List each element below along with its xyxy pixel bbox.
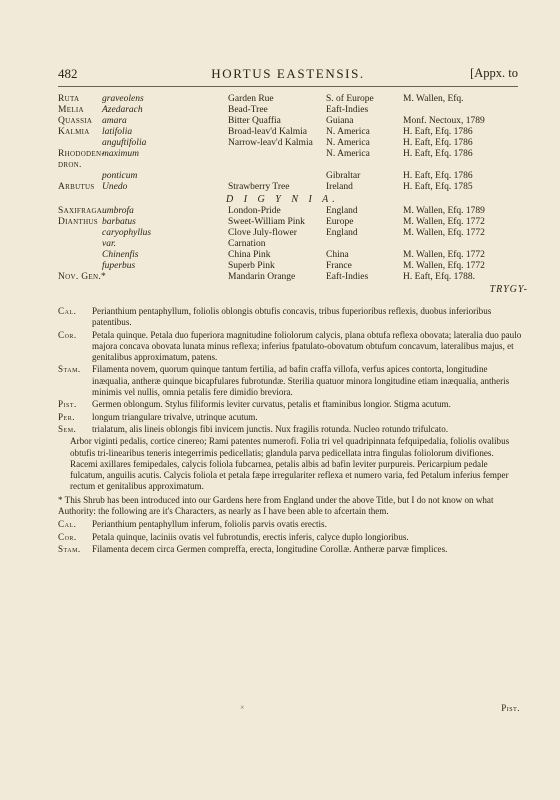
entry-label: Cor. bbox=[58, 531, 77, 542]
cell-species: fuperbus bbox=[102, 261, 136, 271]
cell-ref: M. Wallen, Efq. 1772 bbox=[403, 217, 485, 227]
cell-ref: Monf. Nectoux, 1789 bbox=[403, 116, 485, 126]
cell-ref: M. Wallen, Efq. 1772 bbox=[403, 228, 485, 238]
entry-text: Petala quinque. Petala duo fuperiora magnitudine foliolorum calycis, plana obtufa reflexa obovata; lateralia duo paulo majora concava obovata lunata minus reflexa; inferius fpatulato-obovatum obtufum concavum, lateralibus majus, et genitalibus approximatum, patens. bbox=[92, 329, 522, 363]
cell-country: N. America bbox=[326, 149, 370, 159]
cell-genus: Quassia bbox=[58, 116, 93, 126]
entry-label: Sem. bbox=[58, 423, 77, 434]
cell-ref: H. Eaft, Efq. 1786 bbox=[403, 149, 473, 159]
entry-label: Stam. bbox=[58, 364, 81, 375]
entry-label: Cor. bbox=[58, 329, 77, 340]
plant-row bbox=[58, 127, 528, 138]
entry-text: Perianthium pentaphyllum, foliolis oblongis obtufis concavis, tribus fuperioribus reflexis, duobus inferioribus patentibus. bbox=[92, 306, 492, 328]
pistil-entry bbox=[58, 399, 522, 410]
entry-label: Cal. bbox=[58, 519, 77, 530]
cell-genus: Kalmia bbox=[58, 127, 90, 137]
cell-species: graveolens bbox=[102, 94, 144, 104]
plant-list-digynia bbox=[58, 206, 528, 283]
cell-ref: M. Wallen, Efq. bbox=[403, 94, 464, 104]
calyx-entry-2 bbox=[58, 519, 522, 530]
entry-text: Perianthium pentaphyllum inferum, foliolis parvis ovatis erectis. bbox=[92, 519, 327, 530]
plant-row bbox=[58, 116, 528, 127]
cell-species: ponticum bbox=[102, 171, 138, 181]
cell-ref: H. Eaft, Efq. 1788. bbox=[403, 272, 476, 282]
entry-label: Pist. bbox=[58, 399, 77, 410]
running-header bbox=[58, 66, 518, 86]
cell-country: England bbox=[326, 206, 358, 216]
bottom-catchword: Pist. bbox=[501, 703, 520, 713]
plant-row bbox=[58, 272, 528, 283]
cell-country: Guiana bbox=[326, 116, 354, 126]
catchword-row bbox=[58, 283, 528, 296]
cell-species: umbrofa bbox=[102, 206, 134, 216]
seed-entry bbox=[58, 424, 522, 435]
entry-text: Germen oblongum. Stylus filiformis leviter curvatus, petalis et ftaminibus longior. Stigma acutum. bbox=[92, 399, 451, 410]
cell-genus: Saxifraga bbox=[58, 206, 103, 216]
cell-ref: M. Wallen, Efq. 1772 bbox=[403, 250, 485, 260]
entry-label: Per. bbox=[58, 411, 75, 422]
entry-text: longum triangulare trivalve, utrinque acutum. bbox=[92, 411, 258, 422]
catchword: TRYGY- bbox=[489, 284, 528, 295]
cell-country: France bbox=[326, 261, 352, 271]
cell-ref: H. Eaft, Efq. 1785 bbox=[403, 182, 473, 192]
cell-country: Ireland bbox=[326, 182, 353, 192]
corolla-entry bbox=[58, 330, 522, 364]
order-heading-row bbox=[58, 193, 528, 206]
page-number: 482 bbox=[58, 66, 78, 81]
section-label: [Appx. to bbox=[470, 66, 518, 80]
cell-common: Strawberry Tree bbox=[228, 182, 290, 192]
plant-row bbox=[58, 149, 528, 160]
cell-common: Bitter Quaffia bbox=[228, 116, 281, 126]
cell-species: var. bbox=[102, 239, 116, 249]
plant-row bbox=[58, 171, 528, 182]
cell-genus: Melia bbox=[58, 105, 84, 115]
cell-ref: M. Wallen, Efq. 1789 bbox=[403, 206, 485, 216]
entry-text: Filamenta novem, quorum quinque tantum fertilia, ad bafin craffa villofa, verfus apices contorta, longitudine inæqualia, antheræ quinque bicapfulares fubrotundæ. Sterilia quatuor minora longitudine etiam inæqualia, antheris minimis vel nullis, omnia petalis fere dimidio breviora. bbox=[92, 364, 510, 398]
cell-country: S. of Europe bbox=[326, 94, 374, 104]
cell-species: amara bbox=[102, 116, 127, 126]
cell-species: caryophyllus bbox=[102, 228, 152, 238]
cell-country: China bbox=[326, 250, 349, 260]
entry-text: Petala quinque, laciniis ovatis vel fubrotundis, erectis inferis, calyce duplo longioribus. bbox=[92, 531, 409, 542]
plant-row bbox=[58, 250, 528, 261]
cell-genus: Nov. Gen.* bbox=[58, 272, 107, 282]
cell-ref: M. Wallen, Efq. 1772 bbox=[403, 261, 485, 271]
cell-country: Eaft-Indies bbox=[326, 272, 369, 282]
genus-description bbox=[58, 306, 522, 556]
cell-common: Garden Rue bbox=[228, 94, 274, 104]
cell-country: Eaft-Indies bbox=[326, 105, 369, 115]
cell-genus: Rhododen- bbox=[58, 149, 105, 159]
calyx-entry bbox=[58, 306, 522, 329]
plant-row bbox=[58, 239, 528, 250]
stamen-entry bbox=[58, 364, 522, 398]
cell-ref: H. Eaft, Efq. 1786 bbox=[403, 138, 473, 148]
cell-common: Bead-Tree bbox=[228, 105, 268, 115]
cell-common: China Pink bbox=[228, 250, 271, 260]
cell-common: Carnation bbox=[228, 239, 266, 249]
habit-paragraph: Arbor viginti pedalis, cortice cinereo; Rami patentes numerofi. Folia tri vel quadripinnata fefquipedalia, foliolis ovalibus obtufis tri-linearibus teneris integerrimis pedicellatis; glandula parva pedicellata intra fingulas foliolorum divifiones. Racemi axillares femipedales, calycis foliola fubcarnea, petalis albis ad bafin leviter purpureis. Pericarpium pedale fulcatum, anguilis acutis. Calycis foliola et petala fæpe irregulariter reflexa et numero varia, fed Petalum inferius femper rectum et genitalibus approximatum. bbox=[70, 436, 510, 492]
cell-species: Chinenfis bbox=[102, 250, 139, 260]
cell-common: Superb Pink bbox=[228, 261, 275, 271]
cell-country: Europe bbox=[326, 217, 354, 227]
cell-country: N. America bbox=[326, 138, 370, 148]
cell-country: England bbox=[326, 228, 358, 238]
pericarp-entry bbox=[58, 412, 522, 423]
plant-row bbox=[58, 138, 528, 149]
plant-row bbox=[58, 182, 528, 193]
plant-row bbox=[58, 105, 528, 116]
header-rule bbox=[58, 86, 518, 87]
cell-common: Broad-leav'd Kalmia bbox=[228, 127, 308, 137]
plant-row bbox=[58, 206, 528, 217]
entry-text: trialatum, alis lineis oblongis fibi invicem junctis. Nux fragilis rotunda. Nucleo rotundo trifulcato. bbox=[92, 423, 449, 434]
cell-ref: H. Eaft, Efq. 1786 bbox=[403, 127, 473, 137]
cell-species: anguftifolia bbox=[102, 138, 147, 148]
plant-row bbox=[58, 228, 528, 239]
cell-species: Unedo bbox=[102, 182, 128, 192]
cell-ref: H. Eaft, Efq. 1786 bbox=[403, 171, 473, 181]
entry-label: Stam. bbox=[58, 543, 81, 554]
cell-genus: Dianthus bbox=[58, 217, 98, 227]
cell-country: Gibraltar bbox=[326, 171, 361, 181]
cell-common: Narrow-leav'd Kalmia bbox=[228, 138, 313, 148]
cell-species: barbatus bbox=[102, 217, 136, 227]
ink-mark: × bbox=[240, 703, 245, 712]
cell-common: Mandarin Orange bbox=[228, 272, 296, 282]
page-title: HORTUS EASTENSIS. bbox=[211, 66, 365, 81]
cell-country: N. America bbox=[326, 127, 370, 137]
cell-species: Azedarach bbox=[102, 105, 143, 115]
cell-common: Clove July-flower bbox=[228, 228, 297, 238]
entry-text: Filamenta decem circa Germen compreffa, erecta, longitudine Corollæ. Antheræ parvæ fimplices. bbox=[92, 543, 448, 554]
cell-genus: Ruta bbox=[58, 94, 80, 104]
plant-list-monogynia bbox=[58, 94, 528, 193]
corolla-entry-2 bbox=[58, 532, 522, 543]
cell-common: London-Pride bbox=[228, 206, 281, 216]
cell-genus: Arbutus bbox=[58, 182, 95, 192]
cell-species: latifolia bbox=[102, 127, 133, 137]
order-title: D I G Y N I A. bbox=[226, 194, 339, 205]
plant-row bbox=[58, 94, 528, 105]
plant-row bbox=[58, 160, 528, 171]
cell-genus: dron. bbox=[58, 160, 82, 170]
plant-row bbox=[58, 217, 528, 228]
cell-species: maximum bbox=[102, 149, 139, 159]
entry-label: Cal. bbox=[58, 306, 77, 316]
footnote: * This Shrub has been introduced into our Gardens here from England under the above Title, but I do not know on what Authority: the following are it's Characters, as nearly as I have been able to afcertain them. bbox=[58, 494, 494, 517]
stamen-entry-2 bbox=[58, 544, 522, 555]
cell-common: Sweet-William Pink bbox=[228, 217, 305, 227]
plant-table bbox=[58, 94, 528, 296]
plant-row bbox=[58, 261, 528, 272]
